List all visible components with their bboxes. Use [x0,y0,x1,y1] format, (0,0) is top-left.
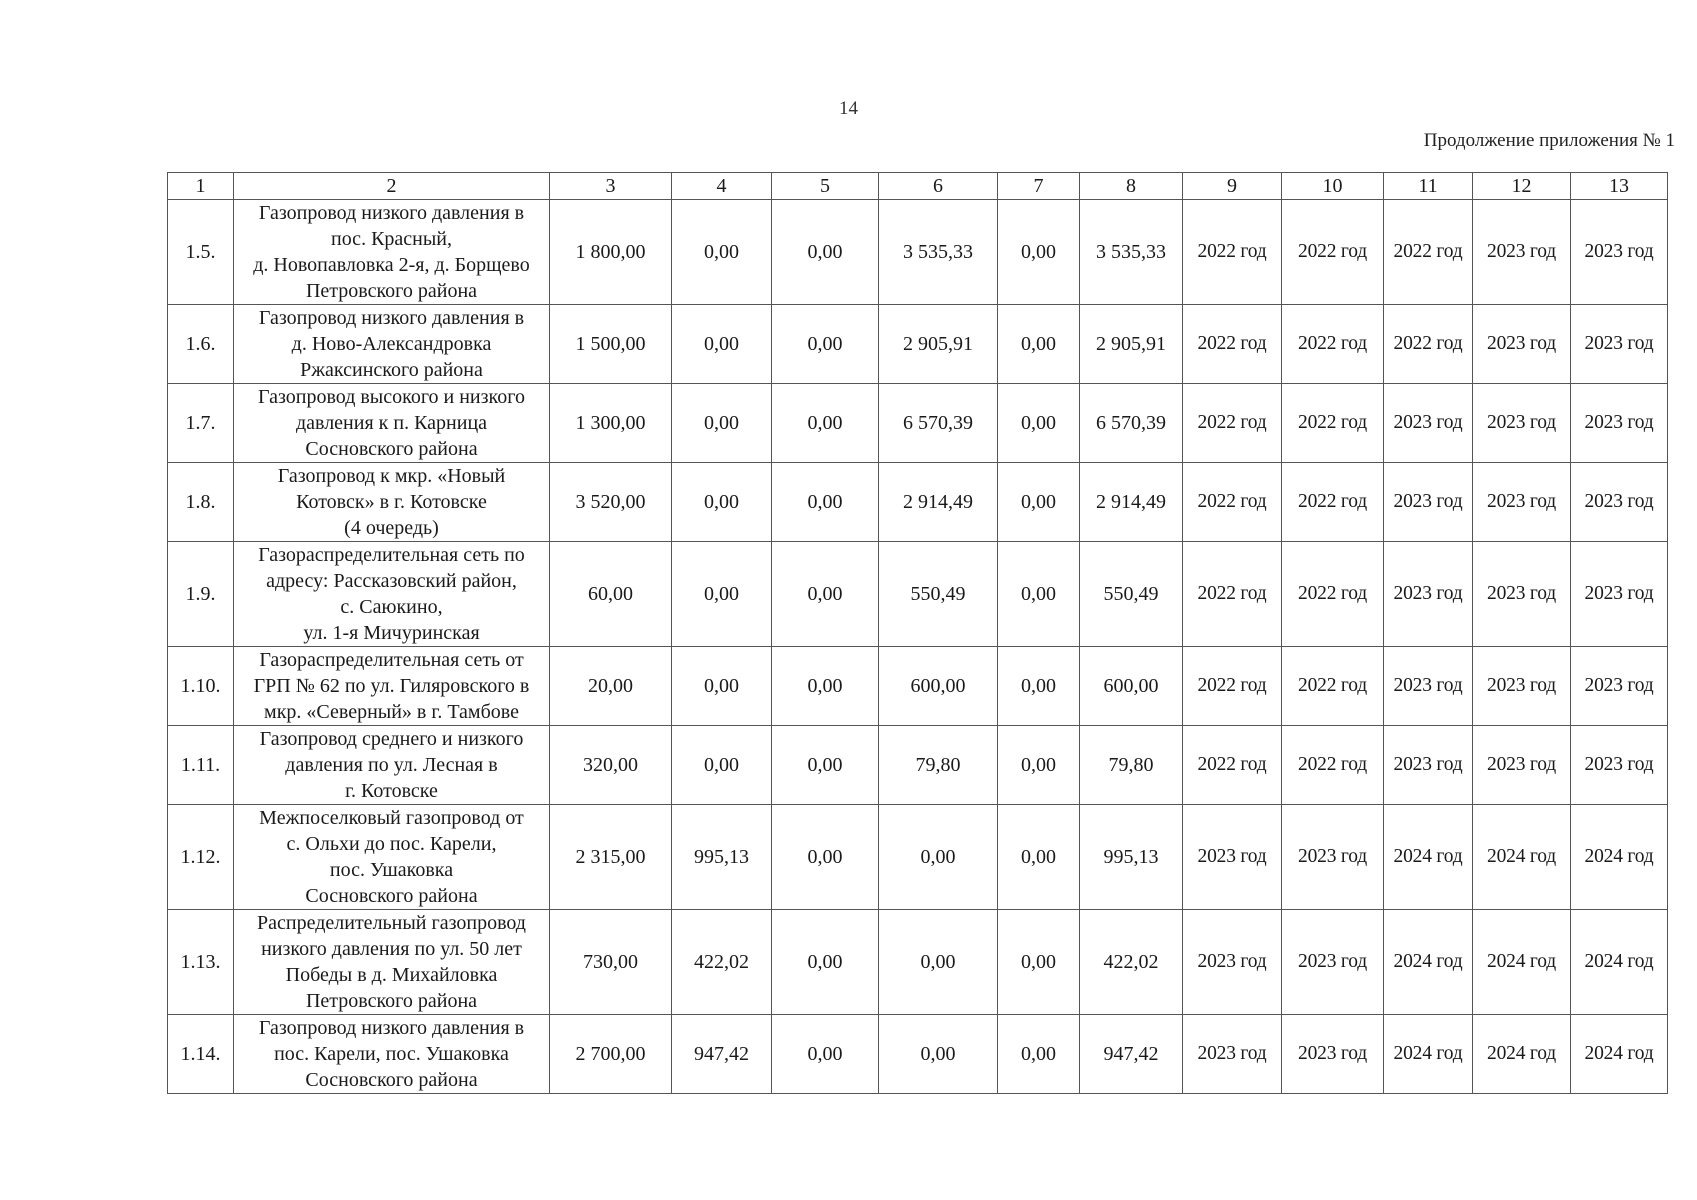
value-cell: 0,00 [772,305,879,384]
table-row [168,384,1668,463]
year-cell: 2023 год [1384,726,1473,805]
year-cell: 2023 год [1384,384,1473,463]
value-cell: 422,02 [1080,910,1183,1015]
value-cell: 600,00 [879,647,998,726]
value-cell: 550,49 [879,542,998,647]
value-cell: 0,00 [772,542,879,647]
column-number-cell: 12 [1473,173,1571,200]
value-cell: 730,00 [550,910,672,1015]
year-cell: 2023 год [1571,200,1668,305]
year-cell: 2022 год [1183,305,1282,384]
value-cell: 79,80 [1080,726,1183,805]
year-cell: 2023 год [1571,305,1668,384]
value-cell: 0,00 [879,805,998,910]
column-number-cell: 3 [550,173,672,200]
column-number-cell: 2 [234,173,550,200]
value-cell: 2 914,49 [1080,463,1183,542]
row-number-cell: 1.11. [168,726,234,805]
value-cell: 0,00 [998,200,1080,305]
value-cell: 3 535,33 [1080,200,1183,305]
value-cell: 6 570,39 [879,384,998,463]
value-cell: 79,80 [879,726,998,805]
year-cell: 2024 год [1571,805,1668,910]
value-cell: 0,00 [998,463,1080,542]
column-number-cell: 4 [672,173,772,200]
row-number-cell: 1.9. [168,542,234,647]
column-number-row [168,173,1668,200]
value-cell: 0,00 [772,647,879,726]
column-number-cell: 9 [1183,173,1282,200]
value-cell: 0,00 [672,726,772,805]
year-cell: 2023 год [1473,726,1571,805]
year-cell: 2023 год [1183,805,1282,910]
table-row [168,910,1668,1015]
description-cell: Газопровод высокого и низкого давления к п. Карница Сосновского района [234,384,550,463]
year-cell: 2023 год [1473,200,1571,305]
description-cell: Газопровод среднего и низкого давления по ул. Лесная в г. Котовске [234,726,550,805]
value-cell: 0,00 [772,384,879,463]
year-cell: 2024 год [1571,1015,1668,1094]
value-cell: 0,00 [998,726,1080,805]
column-number-cell: 13 [1571,173,1668,200]
value-cell: 0,00 [998,305,1080,384]
row-number-cell: 1.5. [168,200,234,305]
description-cell: Газопровод низкого давления в пос. Красный, д. Новопавловка 2-я, д. Борщево Петровского района [234,200,550,305]
table-body [168,173,1668,1094]
value-cell: 1 300,00 [550,384,672,463]
year-cell: 2023 год [1473,384,1571,463]
row-number-cell: 1.12. [168,805,234,910]
year-cell: 2023 год [1571,542,1668,647]
year-cell: 2022 год [1282,647,1384,726]
value-cell: 0,00 [772,726,879,805]
year-cell: 2023 год [1473,542,1571,647]
year-cell: 2022 год [1282,384,1384,463]
year-cell: 2023 год [1473,305,1571,384]
value-cell: 0,00 [879,910,998,1015]
row-number-cell: 1.7. [168,384,234,463]
column-number-cell: 8 [1080,173,1183,200]
value-cell: 2 905,91 [879,305,998,384]
year-cell: 2022 год [1183,726,1282,805]
value-cell: 0,00 [998,1015,1080,1094]
value-cell: 0,00 [772,200,879,305]
year-cell: 2023 год [1571,726,1668,805]
description-cell: Распределительный газопровод низкого давления по ул. 50 лет Победы в д. Михайловка Петровского района [234,910,550,1015]
description-cell: Газопровод низкого давления в пос. Карели, пос. Ушаковка Сосновского района [234,1015,550,1094]
column-number-cell: 6 [879,173,998,200]
year-cell: 2023 год [1183,910,1282,1015]
value-cell: 0,00 [998,647,1080,726]
table-row [168,463,1668,542]
column-number-cell: 5 [772,173,879,200]
year-cell: 2022 год [1183,200,1282,305]
year-cell: 2023 год [1571,384,1668,463]
value-cell: 320,00 [550,726,672,805]
table-row [168,1015,1668,1094]
value-cell: 0,00 [772,805,879,910]
value-cell: 60,00 [550,542,672,647]
value-cell: 0,00 [998,384,1080,463]
value-cell: 2 905,91 [1080,305,1183,384]
description-cell: Газопровод низкого давления в д. Ново-Александровка Ржаксинского района [234,305,550,384]
value-cell: 0,00 [672,647,772,726]
row-number-cell: 1.13. [168,910,234,1015]
row-number-cell: 1.14. [168,1015,234,1094]
year-cell: 2022 год [1183,542,1282,647]
value-cell: 6 570,39 [1080,384,1183,463]
value-cell: 0,00 [772,463,879,542]
year-cell: 2024 год [1571,910,1668,1015]
year-cell: 2023 год [1282,910,1384,1015]
appendix-table [167,172,1668,1094]
year-cell: 2022 год [1183,647,1282,726]
column-number-cell: 10 [1282,173,1384,200]
value-cell: 1 800,00 [550,200,672,305]
year-cell: 2022 год [1282,463,1384,542]
table-row [168,726,1668,805]
value-cell: 2 914,49 [879,463,998,542]
year-cell: 2022 год [1282,542,1384,647]
year-cell: 2024 год [1384,1015,1473,1094]
value-cell: 0,00 [998,805,1080,910]
year-cell: 2023 год [1473,463,1571,542]
year-cell: 2023 год [1183,1015,1282,1094]
year-cell: 2023 год [1282,805,1384,910]
appendix-continuation-note: Продолжение приложения № 1 [1423,130,1675,151]
value-cell: 1 500,00 [550,305,672,384]
value-cell: 600,00 [1080,647,1183,726]
value-cell: 3 520,00 [550,463,672,542]
column-number-cell: 1 [168,173,234,200]
year-cell: 2022 год [1282,200,1384,305]
year-cell: 2023 год [1384,647,1473,726]
value-cell: 422,02 [672,910,772,1015]
value-cell: 995,13 [1080,805,1183,910]
year-cell: 2022 год [1183,463,1282,542]
value-cell: 0,00 [672,542,772,647]
year-cell: 2023 год [1282,1015,1384,1094]
description-cell: Газораспределительная сеть от ГРП № 62 по ул. Гиляровского в мкр. «Северный» в г. Тамбове [234,647,550,726]
year-cell: 2022 год [1384,305,1473,384]
value-cell: 0,00 [772,1015,879,1094]
description-cell: Газораспределительная сеть по адресу: Рассказовский район, с. Саюкино, ул. 1-я Мичуринская [234,542,550,647]
year-cell: 2023 год [1571,647,1668,726]
description-cell: Межпоселковый газопровод от с. Ольхи до пос. Карели, пос. Ушаковка Сосновского района [234,805,550,910]
value-cell: 0,00 [879,1015,998,1094]
row-number-cell: 1.8. [168,463,234,542]
year-cell: 2022 год [1282,726,1384,805]
value-cell: 0,00 [998,910,1080,1015]
year-cell: 2022 год [1282,305,1384,384]
table-row [168,805,1668,910]
value-cell: 2 315,00 [550,805,672,910]
column-number-cell: 11 [1384,173,1473,200]
description-cell: Газопровод к мкр. «Новый Котовск» в г. Котовске (4 очередь) [234,463,550,542]
column-number-cell: 7 [998,173,1080,200]
value-cell: 2 700,00 [550,1015,672,1094]
value-cell: 3 535,33 [879,200,998,305]
page-number: 14 [839,98,858,119]
year-cell: 2023 год [1384,542,1473,647]
year-cell: 2023 год [1473,647,1571,726]
value-cell: 0,00 [672,463,772,542]
row-number-cell: 1.6. [168,305,234,384]
year-cell: 2024 год [1473,910,1571,1015]
year-cell: 2022 год [1183,384,1282,463]
row-number-cell: 1.10. [168,647,234,726]
value-cell: 20,00 [550,647,672,726]
year-cell: 2024 год [1473,805,1571,910]
value-cell: 0,00 [772,910,879,1015]
value-cell: 0,00 [672,384,772,463]
value-cell: 0,00 [672,200,772,305]
year-cell: 2024 год [1384,805,1473,910]
table-row [168,647,1668,726]
year-cell: 2023 год [1571,463,1668,542]
value-cell: 947,42 [1080,1015,1183,1094]
value-cell: 0,00 [998,542,1080,647]
year-cell: 2024 год [1384,910,1473,1015]
value-cell: 0,00 [672,305,772,384]
year-cell: 2022 год [1384,200,1473,305]
table-row [168,305,1668,384]
value-cell: 947,42 [672,1015,772,1094]
table-row [168,200,1668,305]
value-cell: 550,49 [1080,542,1183,647]
year-cell: 2024 год [1473,1015,1571,1094]
table-row [168,542,1668,647]
year-cell: 2023 год [1384,463,1473,542]
value-cell: 995,13 [672,805,772,910]
